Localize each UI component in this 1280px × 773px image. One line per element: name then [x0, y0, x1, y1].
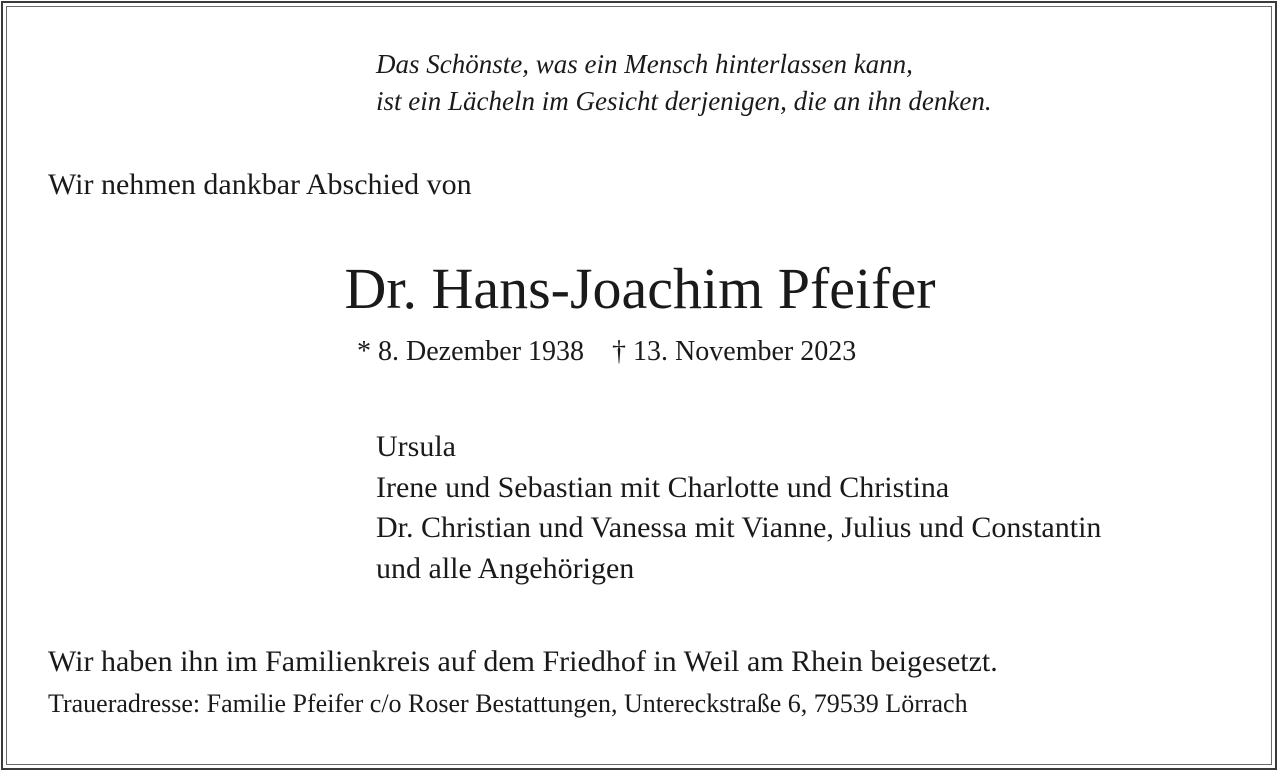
- life-dates: [357, 336, 856, 368]
- burial-notice: Wir haben ihn im Familienkreis auf dem Friedhof in Weil am Rhein beigesetzt.: [48, 645, 998, 678]
- mourner-line: und alle Angehörigen: [376, 551, 635, 585]
- quote-line-2: ist ein Lächeln im Gesicht derjenigen, die an ihn denken.: [376, 86, 992, 116]
- quote-line-1: Das Schönste, was ein Mensch hinterlassen kann,: [376, 49, 913, 79]
- mourners-list: [376, 427, 1101, 589]
- farewell-intro: Wir nehmen dankbar Abschied von: [48, 168, 472, 201]
- deceased-name: [0, 255, 1280, 322]
- condolence-address: Traueradresse: Familie Pfeifer c/o Roser Bestattungen, Untereckstraße 6, 79539 Lörrach: [48, 689, 968, 718]
- birth-date: * 8. Dezember 1938: [357, 336, 585, 367]
- mourner-line: Irene und Sebastian mit Charlotte und Christina: [376, 470, 950, 504]
- memorial-quote: [376, 46, 992, 120]
- deceased-name-text: Dr. Hans-Joachim Pfeifer: [344, 256, 936, 321]
- mourner-line: Dr. Christian und Vanessa mit Vianne, Julius und Constantin: [376, 511, 1102, 544]
- mourner-line: Ursula: [376, 430, 456, 463]
- death-date: † 13. November 2023: [612, 336, 857, 367]
